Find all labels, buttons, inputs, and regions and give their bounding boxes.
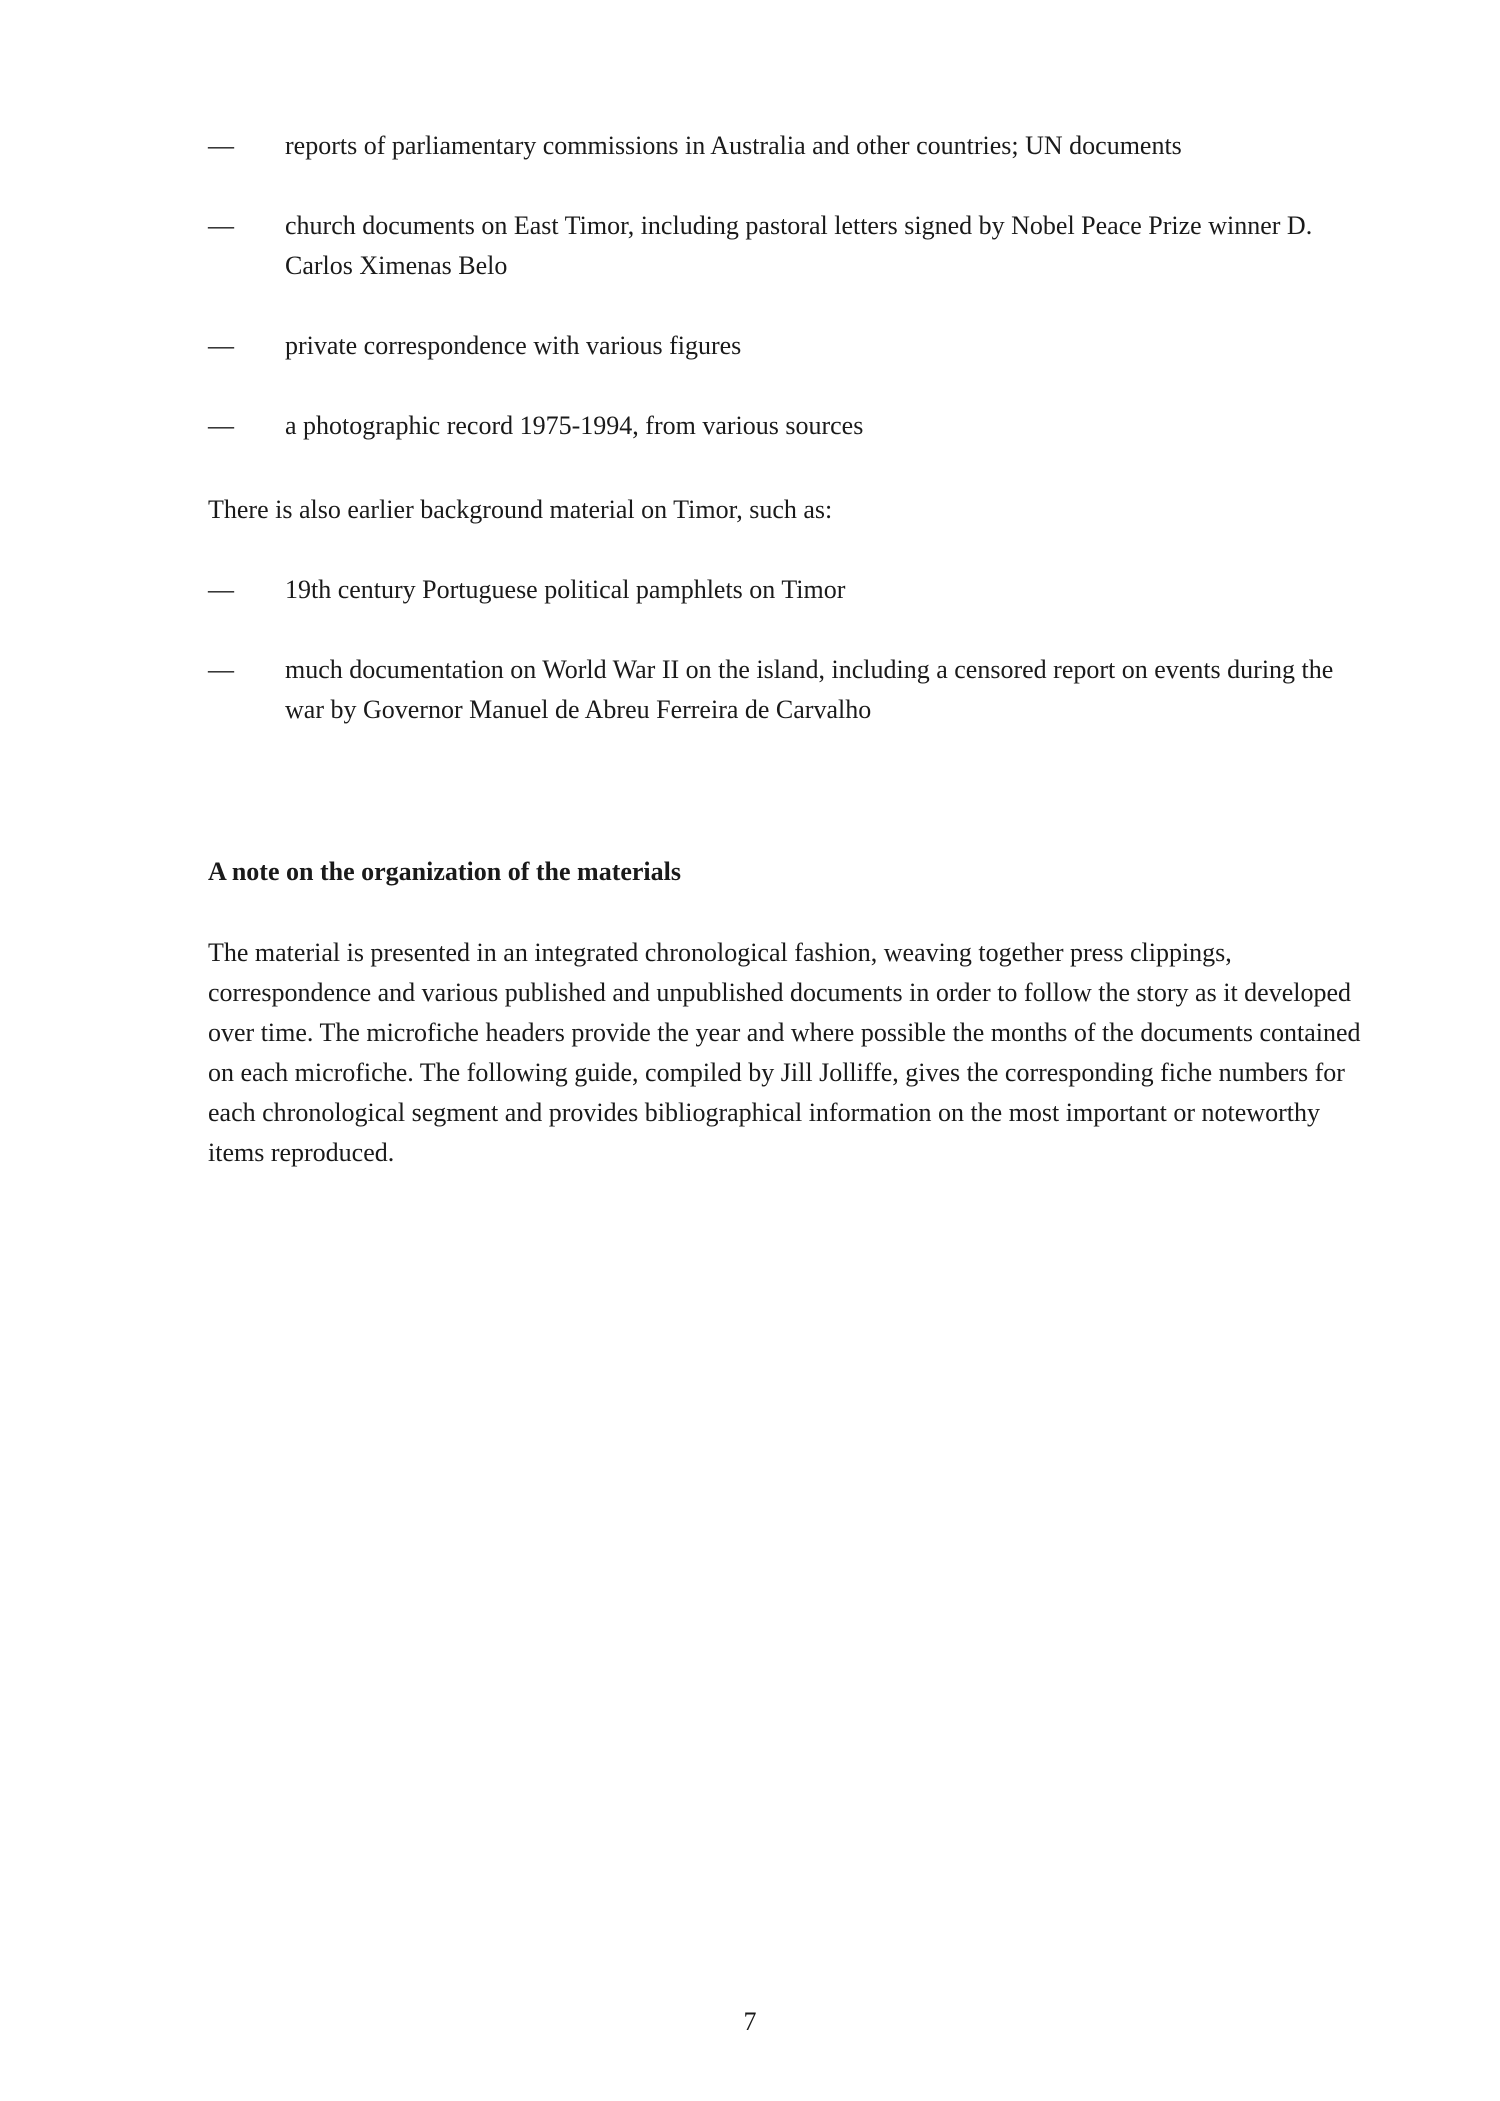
background-intro: There is also earlier background material on Timor, such as: [208, 495, 833, 524]
organization-paragraph: The material is presented in an integrated chronological fashion, weaving together press clippings, correspondence and various published and unpublished documents in order to follow the story as it developed over time. The microfiche headers provide the year and where possible the months of the documents contained on each microfiche. The following guide, compiled by Jill Jolliffe, gives the corresponding fiche numbers for each chronological segment and provides bibliographical information on the most important or noteworthy items reproduced. [208, 938, 1361, 1167]
background-material-list [208, 570, 1368, 730]
section-heading: A note on the organization of the materials [208, 857, 682, 886]
list-dash: — [208, 331, 234, 360]
list-item [208, 206, 1368, 286]
list-item-text: church documents on East Timor, including pastoral letters signed by Nobel Peace Prize winner D. Carlos Ximenas Belo [285, 211, 1313, 280]
list-item [208, 126, 1368, 166]
list-item-text: private correspondence with various figures [285, 331, 742, 360]
list-item-text: much documentation on World War II on the island, including a censored report on events during the war by Governor Manuel de Abreu Ferreira de Carvalho [285, 655, 1334, 724]
page-number: 7 [743, 2007, 757, 2036]
list-item [208, 326, 1368, 366]
list-item [208, 650, 1368, 730]
list-dash: — [208, 211, 234, 240]
list-item [208, 570, 1368, 610]
list-item [208, 406, 1368, 446]
list-dash: — [208, 131, 234, 160]
list-dash: — [208, 411, 234, 440]
list-item-text: reports of parliamentary commissions in Australia and other countries; UN documents [285, 131, 1182, 160]
list-dash: — [208, 655, 234, 684]
list-item-text: 19th century Portuguese political pamphlets on Timor [285, 575, 846, 604]
list-item-text: a photographic record 1975-1994, from various sources [285, 411, 864, 440]
list-dash: — [208, 575, 234, 604]
archive-contents-list [208, 126, 1368, 446]
